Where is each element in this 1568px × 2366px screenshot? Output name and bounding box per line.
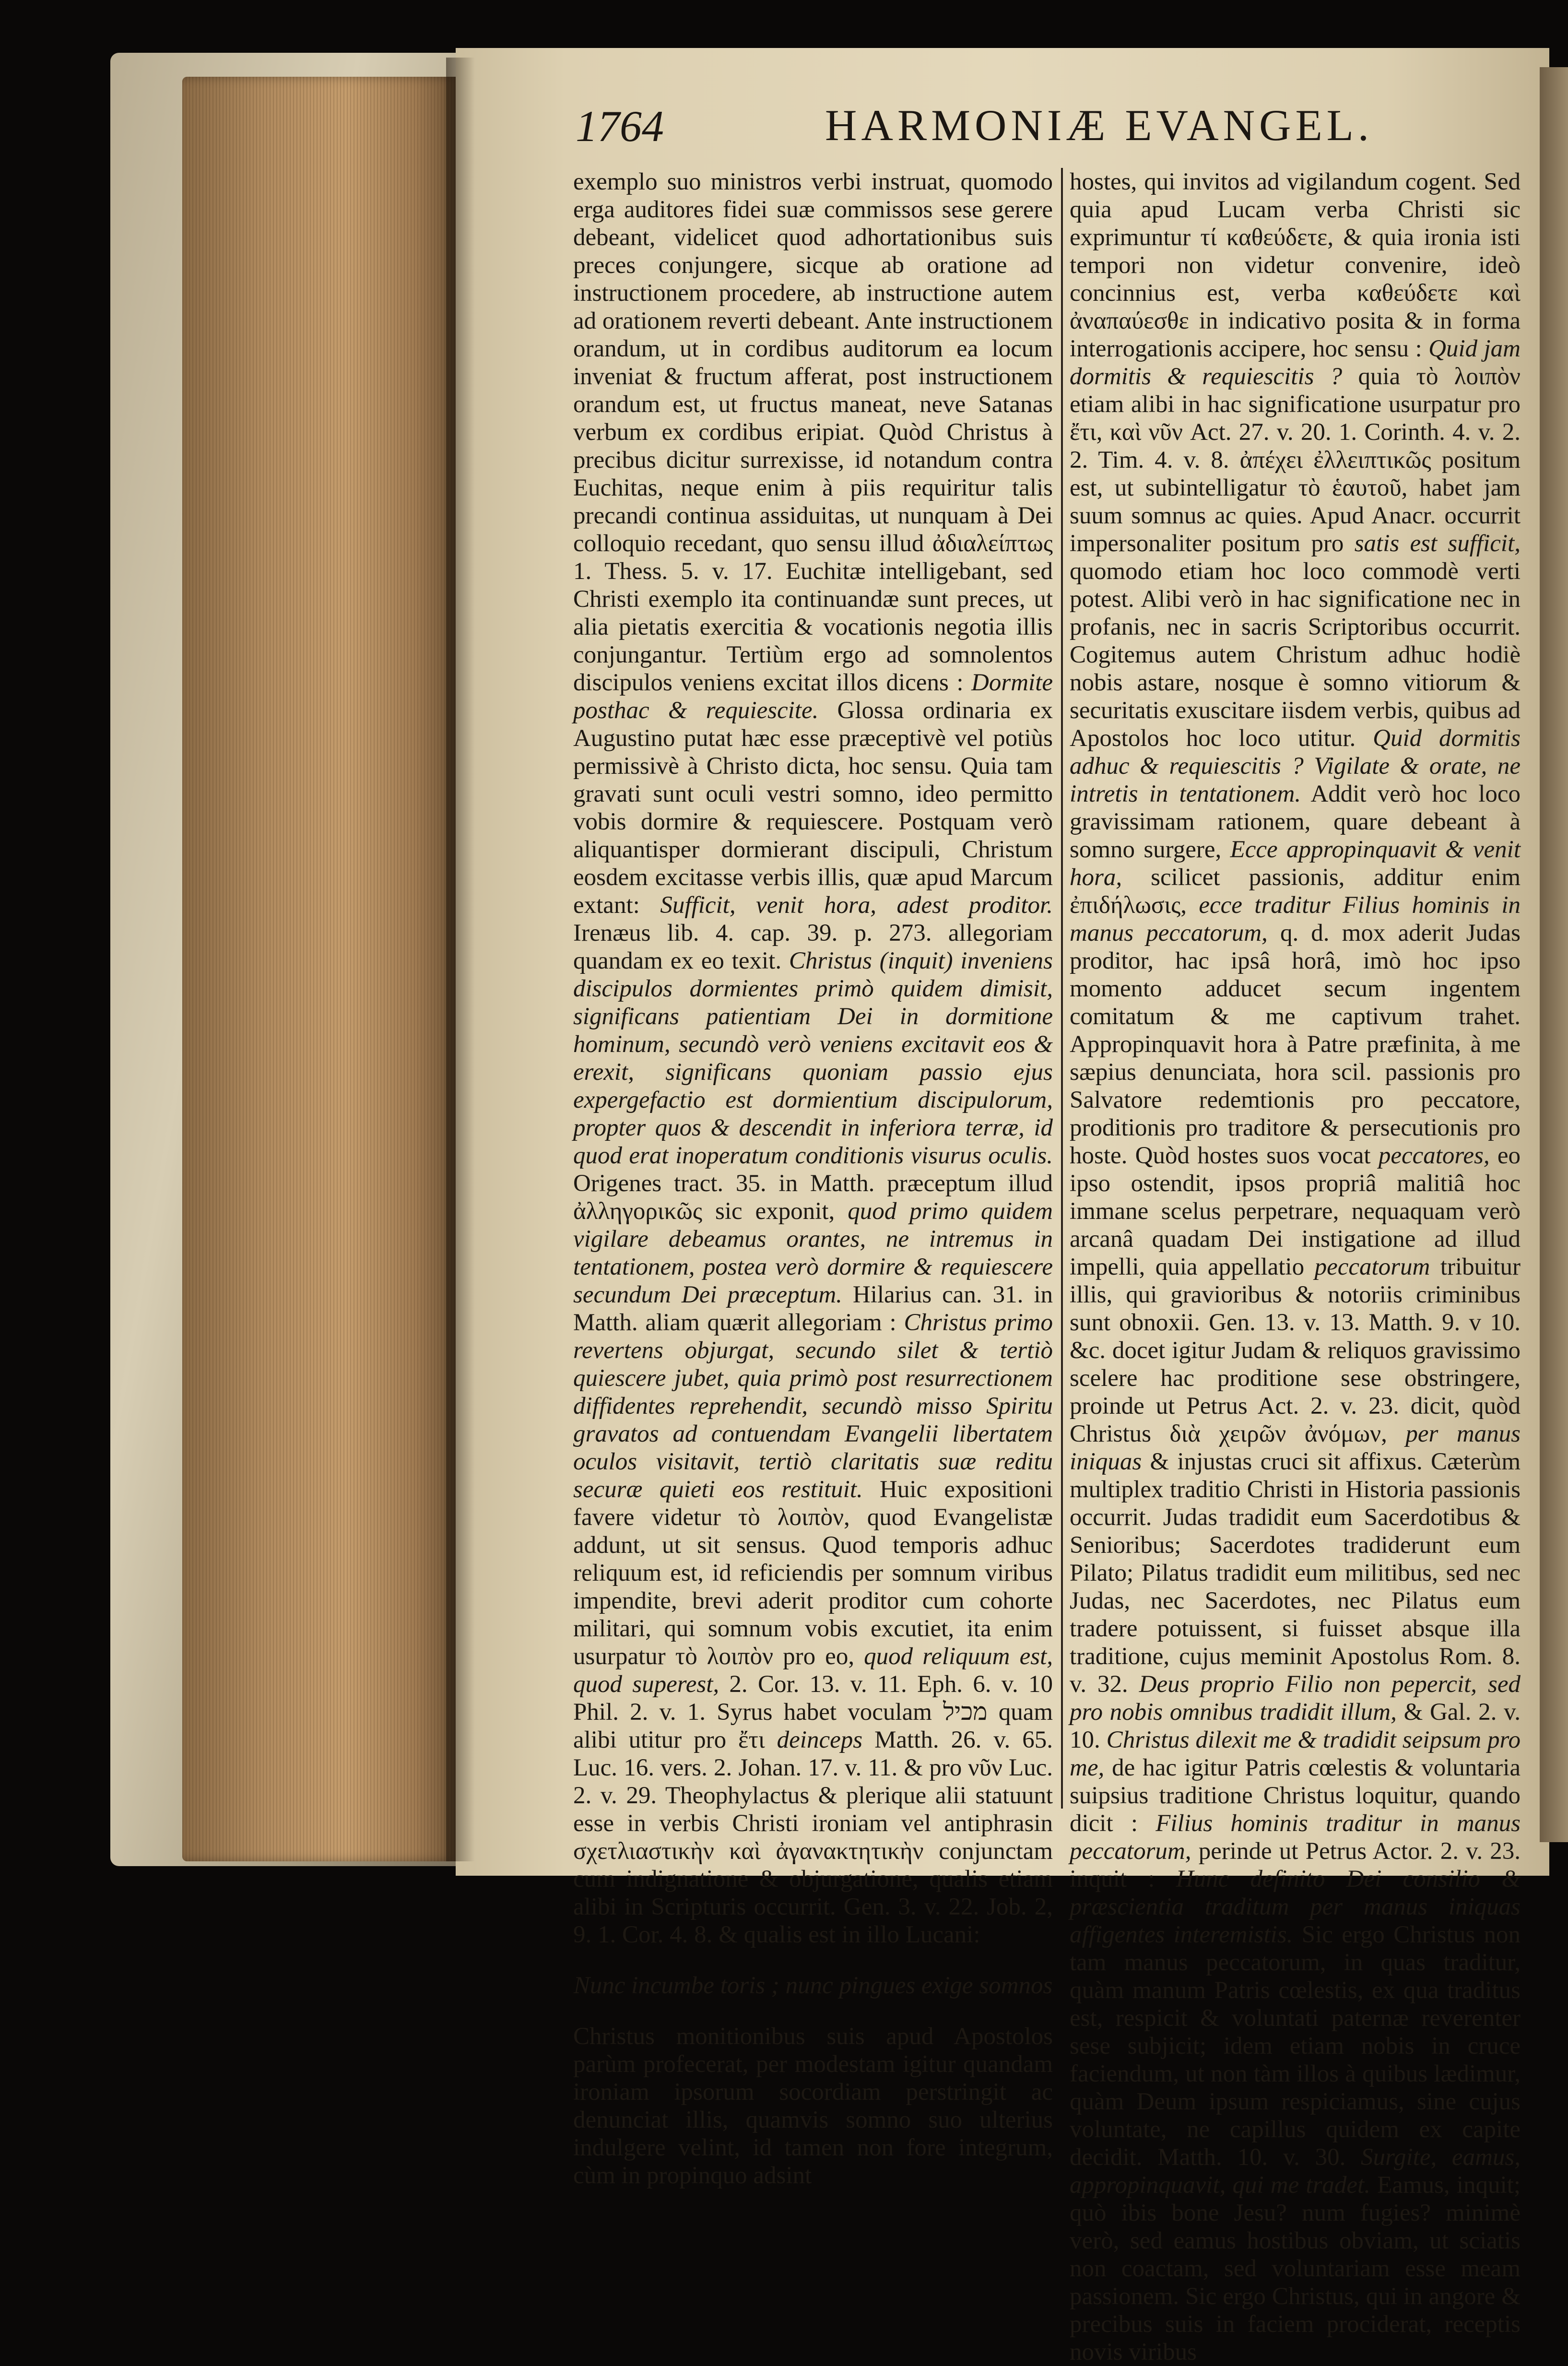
- page-edges: [182, 77, 456, 1861]
- left-paragraph: exemplo suo ministros verbi instruat, quomodo erga auditores fidei suæ commissos sese gerere debeant, videlicet quod adhortationibus suis preces conjungere, sicque ab oratione ad instructionem procedere, ab instructione autem ad orationem reverti debeant. Ante instructionem orandum, ut in cordibus auditorum ea locum inveniat & fructum afferat, post instructionem orandum est, ut fructus maneat, neve Satanas verbum ex cordibus eripiat. Quòd Christus à precibus dicitur surrexisse, id notandum contra Euchitas, neque enim à piis requiritur talis precandi continua assiduitas, ut nunquam à Dei colloquio recedant, quo sensu illud ἀδιαλείπτως 1. Thess. 5. v. 17. Euchitæ intelligebant, sed Christi exemplo ita continuandæ sunt preces, ut alia pietatis exercitia & vocationis negotia illis conjungantur. Tertiùm ergo ad somnolentos discipulos veniens excitat illos dicens : Dormite posthac & requiescite. Glossa ordinaria ex Augustino putat hæc esse præceptivè vel potiùs permissivè à Christo dicta, hoc sensu. Quia tam gravati sunt oculi vestri somno, ideo permitto vobis dormire & requiescere. Postquam verò aliquantisper dormierant discipuli, Christum eosdem excitasse verbis illis, quæ apud Marcum extant: Sufficit, venit hora, adest proditor. Irenæus lib. 4. cap. 39. p. 273. allegoriam quandam ex eo texit. Christus (inquit) inveniens discipulos dormientes primò quidem dimisit, significans patientiam Dei in dormitione hominum, secundò verò veniens excitavit eos & erexit, significans quoniam passio ejus expergefactio est dormientium discipulorum, propter quos & descendit in inferiora terræ, id quod erat inoperatum conditionis visurus oculis. Origenes tract. 35. in Matth. præceptum illud ἀλληγορικῶς sic exponit, quod primo quidem vigilare debeamus orantes, ne intremus in tentationem, postea verò dormire & requiescere secundum Dei præceptum. Hilarius can. 31. in Matth. aliam quærit allegoriam : Christus primo revertens objurgat, secundo silet & tertiò quiescere jubet, quia primò post resurrectionem diffidentes reprehendit, secundò misso Spiritu gravatos ad contuendam Evangelii libertatem oculos visitavit, tertiò claritatis suæ reditu securæ quieti eos restituit. Huic expositioni favere videtur τὸ λοιπὸν, quod Evangelistæ addunt, ut sit sensus. Quod temporis adhuc reliquum est, id reficiendis per somnum viribus impendite, brevi aderit proditor cum cohorte militari, qui somnum vobis excutiet, ita enim usurpatur τὸ λοιπὸν pro eo, quod reliquum est, quod superest, 2. Cor. 13. v. 11. Eph. 6. v. 10 Phil. 2. v. 1. Syrus habet voculam מכיל quam alibi utitur pro ἔτι deinceps Matth. 26. v. 65. Luc. 16. vers. 2. Johan. 17. v. 11. & pro νῦν Luc. 2. v. 29. Theophylactus & plerique alii statuunt esse in verbis Christi ironiam vel antiphrasin σχετλιαστικὴν καὶ ἀγανακτητικὴν conjunctam cum indignatione & objurgatione, qualis etiam alibi in Scripturis occurrit. Gen. 3. v. 22. Job. 2, 9. 1. Cor. 4. 8. & qualis est in illo Lucani:: [573, 168, 1053, 1948]
- facing-page-edge: [1540, 67, 1568, 1842]
- running-head: HARMONIÆ EVANGEL.: [825, 101, 1373, 150]
- column-rule: [1061, 168, 1063, 1809]
- page-header: [576, 96, 1516, 163]
- page-number: 1764: [576, 102, 664, 151]
- left-column: [573, 168, 1053, 2189]
- left-paragraph-end: Christus monitionibus suis apud Apostolos parùm profecerat, per modestam igitur quandam ironiam ipsorum socordiam perstringit ac denunciat illis, quamvis somno suo ulterius indulgere velint, id tamen non fore integrum, cùm in propinquo adsint: [573, 2023, 1053, 2189]
- right-paragraph: hostes, qui invitos ad vigilandum cogent. Sed quia apud Lucam verba Christi sic exprimuntur τί καθεύδετε, & quia ironia isti tempori non videtur convenire, ideò concinnius est, verba καθεύδετε καὶ ἀναπαύεσθε in indicativo posita & in forma interrogationis accipere, hoc sensu : Quid jam dormitis & requiescitis ? quia τὸ λοιπὸν etiam alibi in hac significatione usurpatur pro ἔτι, καὶ νῦν Act. 27. v. 20. 1. Corinth. 4. v. 2. 2. Tim. 4. v. 8. ἀπέχει ἐλλειπτικῶς positum est, ut subintelligatur τὸ ἑαυτοῦ, habet jam suum somnus ac quies. Apud Anacr. occurrit impersonaliter positum pro satis est sufficit, quomodo etiam hoc loco commodè verti potest. Alibi verò in hac significatione nec in profanis, nec in sacris Scriptoribus occurrit. Cogitemus autem Christum adhuc hodiè nobis astare, nosque è somno vitiorum & securitatis exuscitare iisdem verbis, quibus ad Apostolos hoc loco utitur. Quid dormitis adhuc & requiescitis ? Vigilate & orate, ne intretis in tentationem. Addit verò hoc loco gravissimam rationem, quare debeant à somno surgere, Ecce appropinquavit & venit hora, scilicet passionis, additur enim ἐπιδήλωσις, ecce traditur Filius hominis in manus peccatorum, q. d. mox aderit Judas proditor, hac ipsâ horâ, imò hoc ipso momento adducet secum ingentem comitatum & me captivum trahet. Appropinquavit hora à Patre præfinita, à me sæpius denunciata, hora scil. passionis pro Salvatore redemtionis pro peccatore, proditionis pro traditore & persecutionis pro hoste. Quòd hostes suos vocat peccatores, eo ipso ostendit, ipsos propriâ malitiâ hoc immane scelus perpetrare, nequaquam verò arcanâ quadam Dei instigatione ad illud impelli, quia appellatio peccatorum tribuitur illis, qui gravioribus & notoriis criminibus sunt obnoxii. Gen. 13. v. 13. Matth. 9. v 10. &c. docet igitur Judam & reliquos gravissimo scelere hac proditione sese obstringere, proinde ut Petrus Act. 2. v. 23. dicit, quòd Christus διὰ χειρῶν ἀνόμων, per manus iniquas & injustas cruci sit affixus. Cæterùm multiplex traditio Christi in Historia passionis occurrit. Judas tradidit eum Sacerdotibus & Senioribus; Sacerdotes tradiderunt eum Pilato; Pilatus tradidit eum militibus, sed nec Judas, nec Sacerdotes, nec Pilatus eum tradere potuissent, si fuisset absque illa traditione, cujus meminit Apostolus Rom. 8. v. 32. Deus proprio Filio non pepercit, sed pro nobis omnibus tradidit illum, & Gal. 2. v. 10. Christus dilexit me & tradidit seipsum pro me, de hac igitur Patris cœlestis & voluntaria suipsius traditione Christus loquitur, quando dicit : Filius hominis traditur in manus peccatorum, perinde ut Petrus Actor. 2. v. 23. inquit : Hunc definito Dei consilio & præscientia traditum per manus iniquas affigentes interemistis. Sic ergo Christus non tam manus peccatorum, in quas traditur, quàm manum Patris cœlestis, ex qua traditus est, respicit & voluntati paternæ reverenter sese subjicit; idem etiam nobis in cruce faciendum, ut non tàm illos à quibus lædimur, quàm Deum ipsum respiciamus, sine cujus voluntate, ne capillus quidem ex capite decidit. Matth. 10. v. 30. Surgite, eamus, appropinquavit, qui me tradet. Eamus, inquit; quò ibis bone Jesu? num fugies? minimè verò, sed eamus hostibus obviam, ut sciatis non coactam, sed voluntariam esse meam passionem. Sic ergo Christus, qui in angore & precibus suis in faciem prociderat, receptis novis viribus: [1070, 168, 1521, 2366]
- right-column: [1070, 168, 1521, 2366]
- verse-quotation: Nunc incumbe toris ; nunc pingues exige somnos: [573, 1972, 1053, 1999]
- gutter-shadow: [446, 58, 475, 1861]
